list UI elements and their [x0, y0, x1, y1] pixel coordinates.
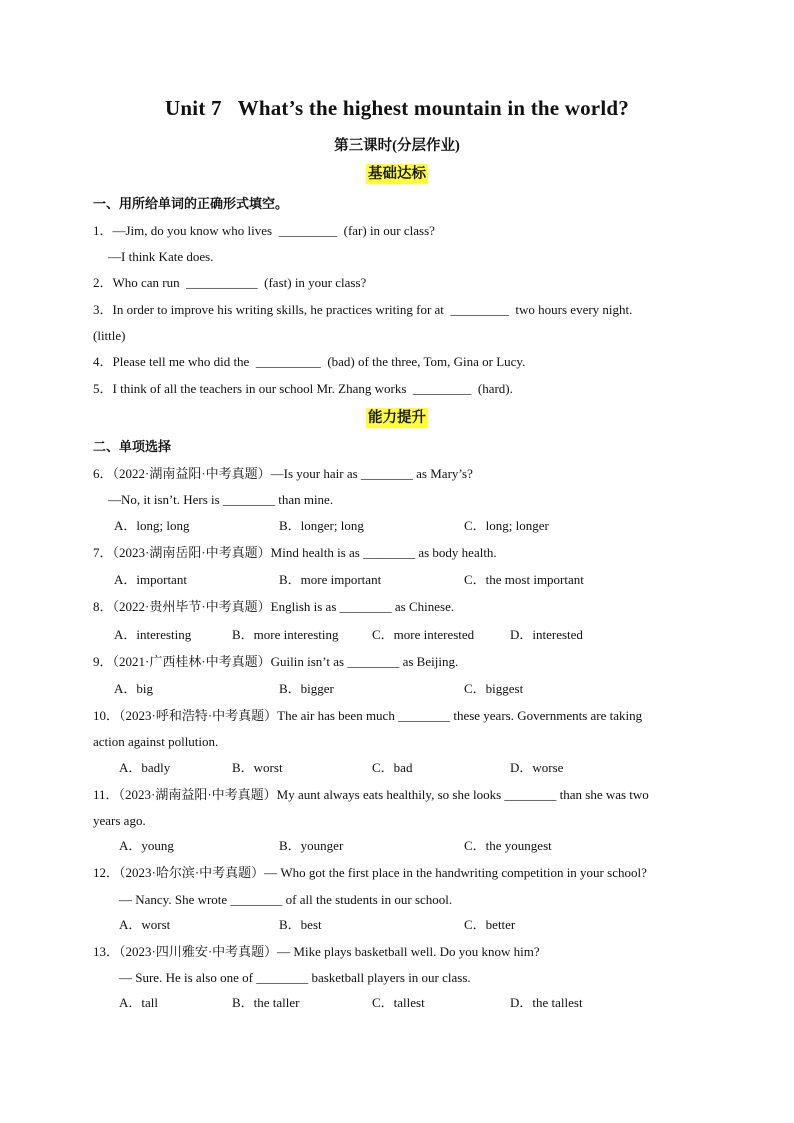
question-13-option-a: A．tall — [119, 995, 158, 1010]
question-7-option-b: B．more important — [279, 572, 382, 587]
question-2: 2．Who can run ___________ (fast) in your class? — [93, 275, 367, 290]
question-13-option-b: B．the taller — [232, 995, 300, 1010]
question-7-option-c: C．the most important — [464, 572, 584, 587]
section1-heading: 一、用所给单词的正确形式填空。 — [93, 196, 289, 211]
page-title: Unit 7 What’s the highest mountain in the world? — [165, 96, 629, 120]
badge-basic: 基础达标 — [368, 166, 426, 182]
question-9: 9．（2021·广西桂林·中考真题）Guilin isn’t as ________ as Beijing. — [93, 654, 459, 669]
question-10-option-b: B．worst — [232, 760, 283, 775]
question-5: 5．I think of all the teachers in our school Mr. Zhang works _________ (hard). — [93, 381, 513, 396]
question-8-option-d: D．interested — [510, 627, 583, 642]
question-12: 12．（2023·哈尔滨·中考真题）— Who got the first place in the handwriting competition in your school? — [93, 865, 647, 880]
question-8-option-a: A．interesting — [114, 627, 192, 642]
badge-advanced-wrap — [0, 408, 794, 428]
question-4: 4．Please tell me who did the __________ (bad) of the three, Tom, Gina or Lucy. — [93, 354, 526, 369]
question-11: 11．（2023·湖南益阳·中考真题）My aunt always eats healthily, so she looks ________ than she was two — [93, 787, 649, 802]
question-10-option-a: A．badly — [119, 760, 171, 775]
question-7: 7．（2023·湖南岳阳·中考真题）Mind health is as ________ as body health. — [93, 545, 497, 560]
question-10-option-c: C．bad — [372, 760, 413, 775]
question-12-option-a: A．worst — [119, 917, 171, 932]
question-1-answer-line: —I think Kate does. — [108, 249, 214, 264]
badge-basic-wrap — [0, 164, 794, 184]
question-12-option-c: C．better — [464, 917, 516, 932]
question-3: 3．In order to improve his writing skills, he practices writing for at _________ two hours every night. — [93, 302, 633, 317]
question-10: 10．（2023·呼和浩特·中考真题）The air has been much ________ these years. Governments are taking — [93, 708, 643, 723]
question-1: 1．—Jim, do you know who lives _________ (far) in our class? — [93, 223, 435, 238]
question-10-line2: action against pollution. — [93, 734, 219, 749]
question-9-option-b: B．bigger — [279, 681, 334, 696]
page-subtitle: 第三课时(分层作业) — [334, 138, 460, 154]
question-11-line2: years ago. — [93, 813, 146, 828]
question-8: 8．（2022·贵州毕节·中考真题）English is as ________ as Chinese. — [93, 599, 455, 614]
question-6-option-c: C．long; longer — [464, 518, 549, 533]
section2-heading: 二、单项选择 — [93, 439, 172, 454]
question-11-option-b: B．younger — [279, 838, 344, 853]
question-10-option-d: D．worse — [510, 760, 564, 775]
question-13-line2: — Sure. He is also one of ________ basketball players in our class. — [119, 970, 471, 985]
question-8-option-c: C．more interested — [372, 627, 475, 642]
question-13-option-c: C．tallest — [372, 995, 425, 1010]
question-6-option-b: B．longer; long — [279, 518, 364, 533]
question-13: 13．（2023·四川雅安·中考真题）— Mike plays basketball well. Do you know him? — [93, 944, 540, 959]
question-12-option-b: B．best — [279, 917, 322, 932]
question-9-option-c: C．biggest — [464, 681, 524, 696]
question-3-hint: (little) — [93, 328, 126, 343]
question-6: 6．（2022·湖南益阳·中考真题）—Is your hair as ________ as Mary’s? — [93, 466, 473, 481]
question-8-option-b: B．more interesting — [232, 627, 339, 642]
question-7-option-a: A．important — [114, 572, 187, 587]
question-11-option-c: C．the youngest — [464, 838, 552, 853]
badge-advanced: 能力提升 — [368, 410, 426, 426]
question-9-option-a: A．big — [114, 681, 154, 696]
question-6-line2: —No, it isn’t. Hers is ________ than mine. — [108, 492, 334, 507]
question-6-option-a: A．long; long — [114, 518, 190, 533]
question-11-option-a: A．young — [119, 838, 174, 853]
question-12-line2: — Nancy. She wrote ________ of all the students in our school. — [119, 892, 453, 907]
question-13-option-d: D．the tallest — [510, 995, 583, 1010]
